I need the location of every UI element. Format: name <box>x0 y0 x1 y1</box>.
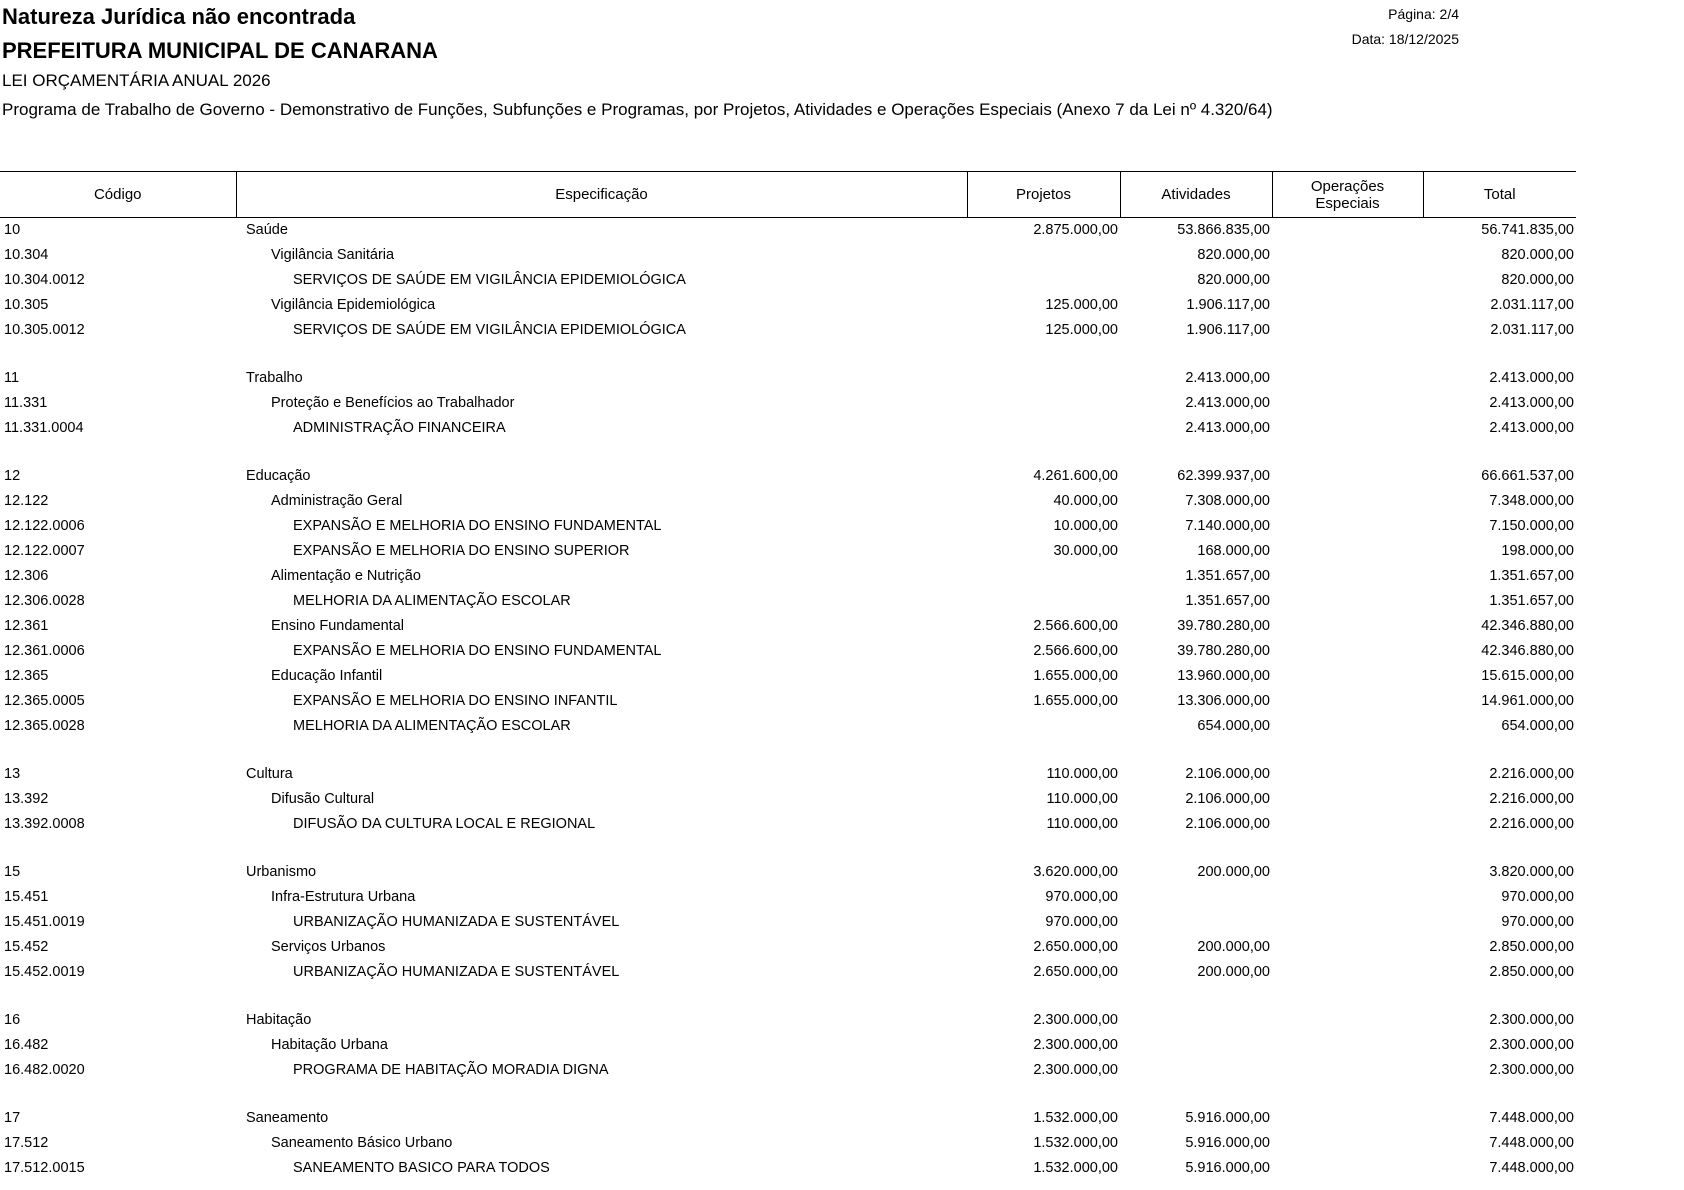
cell-codigo: 12.365.0005 <box>4 693 85 709</box>
group-spacer <box>0 343 1576 366</box>
cell-atividades: 13.306.000,00 <box>1177 693 1270 709</box>
table-row <box>0 1033 1576 1058</box>
cell-atividades <box>1120 1033 1272 1058</box>
group-spacer <box>0 441 1576 464</box>
cell-projetos: 125.000,00 <box>1045 322 1118 338</box>
cell-codigo: 10.305.0012 <box>4 322 85 338</box>
cell-total: 198.000,00 <box>1501 543 1574 559</box>
cell-codigo: 11 <box>4 370 20 386</box>
cell-especificacao: ADMINISTRAÇÃO FINANCEIRA <box>293 420 506 436</box>
cell-projetos: 1.532.000,00 <box>1033 1160 1118 1176</box>
cell-especificacao: Saneamento Básico Urbano <box>271 1135 453 1151</box>
cell-especificacao: Habitação <box>246 1012 312 1028</box>
cell-total: 1.351.657,00 <box>1489 593 1574 609</box>
cell-operacoes-especiais <box>1272 268 1423 293</box>
cell-codigo: 17 <box>4 1110 21 1126</box>
cell-projetos: 970.000,00 <box>1045 889 1118 905</box>
cell-atividades: 53.866.835,00 <box>1177 222 1270 238</box>
cell-atividades: 2.413.000,00 <box>1185 395 1270 411</box>
table-row <box>0 514 1576 539</box>
column-header-operacoes-line1: Operações <box>1310 177 1385 195</box>
table-row <box>0 689 1576 714</box>
cell-especificacao: Serviços Urbanos <box>271 939 386 955</box>
group-spacer <box>0 739 1576 762</box>
cell-atividades: 820.000,00 <box>1197 272 1270 288</box>
table-row <box>0 318 1576 343</box>
cell-atividades: 1.351.657,00 <box>1185 593 1270 609</box>
cell-projetos: 2.300.000,00 <box>1033 1037 1118 1053</box>
cell-especificacao: Ensino Fundamental <box>271 618 404 634</box>
cell-codigo: 13.392 <box>4 791 49 807</box>
cell-especificacao: SANEAMENTO BASICO PARA TODOS <box>293 1160 550 1176</box>
cell-projetos: 110.000,00 <box>1046 791 1118 807</box>
cell-atividades: 5.916.000,00 <box>1185 1110 1270 1126</box>
cell-codigo: 16.482 <box>4 1037 49 1053</box>
cell-operacoes-especiais <box>1272 1131 1423 1156</box>
cell-codigo: 12.361 <box>4 618 49 634</box>
cell-atividades <box>1120 910 1272 935</box>
cell-operacoes-especiais <box>1272 960 1423 985</box>
table-row <box>0 464 1576 489</box>
cell-codigo: 15.451 <box>4 889 49 905</box>
cell-especificacao: Proteção e Benefícios ao Trabalhador <box>271 395 515 411</box>
cell-projetos: 2.300.000,00 <box>1033 1012 1118 1028</box>
cell-total: 42.346.880,00 <box>1481 643 1574 659</box>
cell-total: 970.000,00 <box>1501 914 1574 930</box>
cell-operacoes-especiais <box>1272 1008 1423 1033</box>
column-header-atividades: Atividades <box>1120 172 1272 218</box>
cell-projetos: 1.655.000,00 <box>1033 668 1118 684</box>
column-header-total: Total <box>1423 172 1576 218</box>
cell-projetos: 2.566.600,00 <box>1033 618 1118 634</box>
cell-total: 2.216.000,00 <box>1489 766 1574 782</box>
cell-especificacao: EXPANSÃO E MELHORIA DO ENSINO INFANTIL <box>293 693 618 709</box>
cell-projetos <box>967 416 1120 441</box>
cell-atividades: 13.960.000,00 <box>1177 668 1270 684</box>
cell-operacoes-especiais <box>1272 564 1423 589</box>
cell-projetos: 2.650.000,00 <box>1033 964 1118 980</box>
cell-total: 56.741.835,00 <box>1481 222 1574 238</box>
cell-operacoes-especiais <box>1272 1106 1423 1131</box>
cell-operacoes-especiais <box>1272 218 1423 244</box>
cell-projetos: 40.000,00 <box>1053 493 1118 509</box>
cell-atividades: 2.106.000,00 <box>1185 791 1270 807</box>
cell-especificacao: Infra-Estrutura Urbana <box>271 889 416 905</box>
table-row <box>0 885 1576 910</box>
cell-codigo: 13 <box>4 766 21 782</box>
cell-projetos: 10.000,00 <box>1053 518 1118 534</box>
cell-especificacao: Administração Geral <box>271 493 403 509</box>
cell-operacoes-especiais <box>1272 639 1423 664</box>
cell-especificacao: EXPANSÃO E MELHORIA DO ENSINO SUPERIOR <box>293 543 630 559</box>
table-row <box>0 960 1576 985</box>
cell-atividades: 7.308.000,00 <box>1185 493 1270 509</box>
report-date: Data: 18/12/2025 <box>1351 31 1459 47</box>
cell-operacoes-especiais <box>1272 318 1423 343</box>
cell-codigo: 12.361.0006 <box>4 643 85 659</box>
cell-codigo: 12.122.0006 <box>4 518 85 534</box>
cell-especificacao: Saneamento <box>246 1110 329 1126</box>
table-row <box>0 1008 1576 1033</box>
cell-operacoes-especiais <box>1272 860 1423 885</box>
cell-codigo: 11.331.0004 <box>4 420 84 436</box>
cell-projetos <box>967 714 1120 739</box>
cell-projetos: 125.000,00 <box>1045 297 1118 313</box>
cell-especificacao: URBANIZAÇÃO HUMANIZADA E SUSTENTÁVEL <box>293 964 620 980</box>
cell-projetos <box>967 391 1120 416</box>
cell-operacoes-especiais <box>1272 664 1423 689</box>
cell-especificacao: Educação <box>246 468 311 484</box>
cell-operacoes-especiais <box>1272 689 1423 714</box>
table-row <box>0 639 1576 664</box>
cell-total: 42.346.880,00 <box>1481 618 1574 634</box>
cell-codigo: 12 <box>4 468 21 484</box>
table-row <box>0 714 1576 739</box>
table-row <box>0 1106 1576 1131</box>
cell-operacoes-especiais <box>1272 762 1423 787</box>
cell-especificacao: DIFUSÃO DA CULTURA LOCAL E REGIONAL <box>293 816 596 832</box>
cell-total: 2.031.117,00 <box>1490 297 1574 313</box>
cell-atividades: 2.106.000,00 <box>1185 816 1270 832</box>
cell-atividades: 5.916.000,00 <box>1185 1135 1270 1151</box>
cell-projetos: 2.566.600,00 <box>1033 643 1118 659</box>
cell-especificacao: SERVIÇOS DE SAÚDE EM VIGILÂNCIA EPIDEMIOLÓGICA <box>293 322 686 338</box>
budget-table <box>0 171 1576 1181</box>
cell-projetos: 1.655.000,00 <box>1033 693 1118 709</box>
cell-codigo: 10.304 <box>4 247 49 263</box>
cell-codigo: 13.392.0008 <box>4 816 85 832</box>
cell-operacoes-especiais <box>1272 614 1423 639</box>
cell-total: 820.000,00 <box>1501 272 1574 288</box>
cell-atividades <box>1120 885 1272 910</box>
cell-projetos: 4.261.600,00 <box>1033 468 1118 484</box>
cell-operacoes-especiais <box>1272 293 1423 318</box>
municipality-title: PREFEITURA MUNICIPAL DE CANARANA <box>2 38 438 63</box>
budget-law-title: LEI ORÇAMENTÁRIA ANUAL 2026 <box>2 71 271 90</box>
cell-especificacao: Urbanismo <box>246 864 317 880</box>
table-row <box>0 243 1576 268</box>
table-row <box>0 539 1576 564</box>
cell-projetos <box>967 589 1120 614</box>
cell-operacoes-especiais <box>1272 714 1423 739</box>
table-row <box>0 218 1576 244</box>
cell-atividades: 2.413.000,00 <box>1185 420 1270 436</box>
cell-total: 66.661.537,00 <box>1481 468 1574 484</box>
cell-projetos: 2.875.000,00 <box>1033 222 1118 238</box>
table-row <box>0 416 1576 441</box>
cell-projetos: 1.532.000,00 <box>1033 1135 1118 1151</box>
cell-projetos: 110.000,00 <box>1046 816 1118 832</box>
cell-especificacao: MELHORIA DA ALIMENTAÇÃO ESCOLAR <box>293 593 571 609</box>
cell-atividades: 62.399.937,00 <box>1177 468 1270 484</box>
table-row <box>0 268 1576 293</box>
cell-projetos: 970.000,00 <box>1045 914 1118 930</box>
table-header <box>0 172 1576 218</box>
cell-codigo: 12.365 <box>4 668 49 684</box>
column-header-codigo: Código <box>0 172 236 218</box>
cell-total: 2.031.117,00 <box>1490 322 1574 338</box>
cell-operacoes-especiais <box>1272 539 1423 564</box>
cell-total: 2.850.000,00 <box>1489 964 1574 980</box>
column-header-operacoes-line2: Especiais <box>1315 194 1380 212</box>
cell-codigo: 12.306 <box>4 568 49 584</box>
cell-codigo: 12.365.0028 <box>4 718 85 734</box>
table-row <box>0 614 1576 639</box>
cell-operacoes-especiais <box>1272 787 1423 812</box>
table-row <box>0 860 1576 885</box>
cell-atividades: 2.106.000,00 <box>1185 766 1270 782</box>
cell-total: 2.300.000,00 <box>1489 1012 1574 1028</box>
cell-atividades: 654.000,00 <box>1197 718 1270 734</box>
cell-atividades: 39.780.280,00 <box>1177 643 1270 659</box>
table-row <box>0 589 1576 614</box>
cell-operacoes-especiais <box>1272 391 1423 416</box>
cell-operacoes-especiais <box>1272 910 1423 935</box>
legal-nature-line: Natureza Jurídica não encontrada <box>2 4 356 29</box>
group-spacer <box>0 1083 1576 1106</box>
cell-atividades: 1.906.117,00 <box>1186 322 1270 338</box>
cell-operacoes-especiais <box>1272 489 1423 514</box>
cell-operacoes-especiais <box>1272 416 1423 441</box>
cell-codigo: 10.305 <box>4 297 49 313</box>
cell-total: 14.961.000,00 <box>1481 693 1574 709</box>
cell-projetos: 1.532.000,00 <box>1033 1110 1118 1126</box>
cell-total: 7.150.000,00 <box>1489 518 1574 534</box>
cell-total: 3.820.000,00 <box>1489 864 1574 880</box>
cell-projetos <box>967 564 1120 589</box>
cell-projetos: 30.000,00 <box>1053 543 1118 559</box>
cell-especificacao: EXPANSÃO E MELHORIA DO ENSINO FUNDAMENTAL <box>293 518 662 534</box>
cell-codigo: 12.122.0007 <box>4 543 85 559</box>
cell-total: 2.413.000,00 <box>1489 370 1574 386</box>
cell-codigo: 16 <box>4 1012 21 1028</box>
cell-atividades: 200.000,00 <box>1197 864 1270 880</box>
cell-projetos: 2.650.000,00 <box>1033 939 1118 955</box>
cell-especificacao: Cultura <box>246 766 293 782</box>
cell-codigo: 12.122 <box>4 493 49 509</box>
cell-codigo: 11.331 <box>4 395 48 411</box>
cell-atividades: 200.000,00 <box>1197 939 1270 955</box>
cell-total: 2.216.000,00 <box>1489 816 1574 832</box>
cell-total: 2.413.000,00 <box>1489 395 1574 411</box>
table-row <box>0 391 1576 416</box>
cell-operacoes-especiais <box>1272 514 1423 539</box>
cell-codigo: 10.304.0012 <box>4 272 85 288</box>
table-row <box>0 564 1576 589</box>
report-description: Programa de Trabalho de Governo - Demonstrativo de Funções, Subfunções e Programas, por Projetos, Atividades e Operações Especiais (Anexo 7 da Lei nº 4.320/64) <box>2 100 1273 119</box>
cell-atividades: 200.000,00 <box>1197 964 1270 980</box>
cell-projetos <box>967 268 1120 293</box>
cell-codigo: 16.482.0020 <box>4 1062 85 1078</box>
cell-total: 2.216.000,00 <box>1489 791 1574 807</box>
cell-total: 2.413.000,00 <box>1489 420 1574 436</box>
cell-total: 1.351.657,00 <box>1489 568 1574 584</box>
column-header-projetos: Projetos <box>967 172 1120 218</box>
cell-codigo: 17.512 <box>4 1135 49 1151</box>
table-row <box>0 1058 1576 1083</box>
cell-total: 7.448.000,00 <box>1489 1160 1574 1176</box>
table-row <box>0 293 1576 318</box>
cell-operacoes-especiais <box>1272 1156 1423 1181</box>
cell-atividades: 820.000,00 <box>1197 247 1270 263</box>
table-row <box>0 812 1576 837</box>
cell-especificacao: Habitação Urbana <box>271 1037 388 1053</box>
cell-codigo: 15.452 <box>4 939 49 955</box>
cell-atividades: 2.413.000,00 <box>1185 370 1270 386</box>
cell-especificacao: Trabalho <box>246 370 303 386</box>
cell-codigo: 10 <box>4 222 21 238</box>
table-row <box>0 787 1576 812</box>
cell-especificacao: URBANIZAÇÃO HUMANIZADA E SUSTENTÁVEL <box>293 914 620 930</box>
table-row <box>0 935 1576 960</box>
cell-operacoes-especiais <box>1272 812 1423 837</box>
cell-atividades: 7.140.000,00 <box>1185 518 1270 534</box>
cell-especificacao: SERVIÇOS DE SAÚDE EM VIGILÂNCIA EPIDEMIOLÓGICA <box>293 272 686 288</box>
table-row <box>0 366 1576 391</box>
cell-total: 2.300.000,00 <box>1489 1037 1574 1053</box>
table-row <box>0 1156 1576 1181</box>
cell-total: 7.448.000,00 <box>1489 1110 1574 1126</box>
cell-operacoes-especiais <box>1272 885 1423 910</box>
cell-total: 820.000,00 <box>1501 247 1574 263</box>
table-row <box>0 762 1576 787</box>
cell-projetos <box>967 366 1120 391</box>
cell-especificacao: PROGRAMA DE HABITAÇÃO MORADIA DIGNA <box>293 1062 609 1078</box>
cell-projetos <box>967 243 1120 268</box>
cell-atividades: 5.916.000,00 <box>1185 1160 1270 1176</box>
group-spacer <box>0 985 1576 1008</box>
cell-especificacao: Vigilância Sanitária <box>271 247 395 263</box>
cell-operacoes-especiais <box>1272 589 1423 614</box>
cell-total: 2.850.000,00 <box>1489 939 1574 955</box>
cell-projetos: 110.000,00 <box>1046 766 1118 782</box>
cell-especificacao: Alimentação e Nutrição <box>271 568 421 584</box>
cell-atividades: 1.351.657,00 <box>1185 568 1270 584</box>
cell-total: 970.000,00 <box>1501 889 1574 905</box>
cell-operacoes-especiais <box>1272 243 1423 268</box>
cell-total: 15.615.000,00 <box>1481 668 1574 684</box>
cell-projetos: 2.300.000,00 <box>1033 1062 1118 1078</box>
cell-especificacao: Vigilância Epidemiológica <box>271 297 436 313</box>
cell-codigo: 15 <box>4 864 21 880</box>
cell-operacoes-especiais <box>1272 464 1423 489</box>
cell-operacoes-especiais <box>1272 935 1423 960</box>
table-body <box>0 218 1576 1182</box>
table-row <box>0 489 1576 514</box>
table-row <box>0 910 1576 935</box>
cell-atividades <box>1120 1008 1272 1033</box>
cell-total: 7.448.000,00 <box>1489 1135 1574 1151</box>
cell-codigo: 17.512.0015 <box>4 1160 85 1176</box>
cell-atividades <box>1120 1058 1272 1083</box>
cell-codigo: 15.452.0019 <box>4 964 85 980</box>
cell-especificacao: EXPANSÃO E MELHORIA DO ENSINO FUNDAMENTAL <box>293 643 662 659</box>
cell-projetos: 3.620.000,00 <box>1033 864 1118 880</box>
cell-especificacao: Difusão Cultural <box>271 791 375 807</box>
cell-codigo: 12.306.0028 <box>4 593 85 609</box>
table-row <box>0 1131 1576 1156</box>
cell-operacoes-especiais <box>1272 1033 1423 1058</box>
cell-especificacao: Educação Infantil <box>271 668 383 684</box>
cell-total: 7.348.000,00 <box>1489 493 1574 509</box>
column-header-especificacao: Especificação <box>236 172 967 218</box>
cell-total: 654.000,00 <box>1501 718 1574 734</box>
cell-codigo: 15.451.0019 <box>4 914 85 930</box>
cell-operacoes-especiais <box>1272 1058 1423 1083</box>
cell-total: 2.300.000,00 <box>1489 1062 1574 1078</box>
cell-atividades: 168.000,00 <box>1197 543 1270 559</box>
cell-especificacao: MELHORIA DA ALIMENTAÇÃO ESCOLAR <box>293 718 571 734</box>
table-row <box>0 664 1576 689</box>
cell-atividades: 39.780.280,00 <box>1177 618 1270 634</box>
cell-atividades: 1.906.117,00 <box>1186 297 1270 313</box>
group-spacer <box>0 837 1576 860</box>
column-header-operacoes-especiais <box>1272 172 1423 218</box>
cell-operacoes-especiais <box>1272 366 1423 391</box>
page-number: Página: 2/4 <box>1388 6 1459 22</box>
cell-especificacao: Saúde <box>246 222 288 238</box>
